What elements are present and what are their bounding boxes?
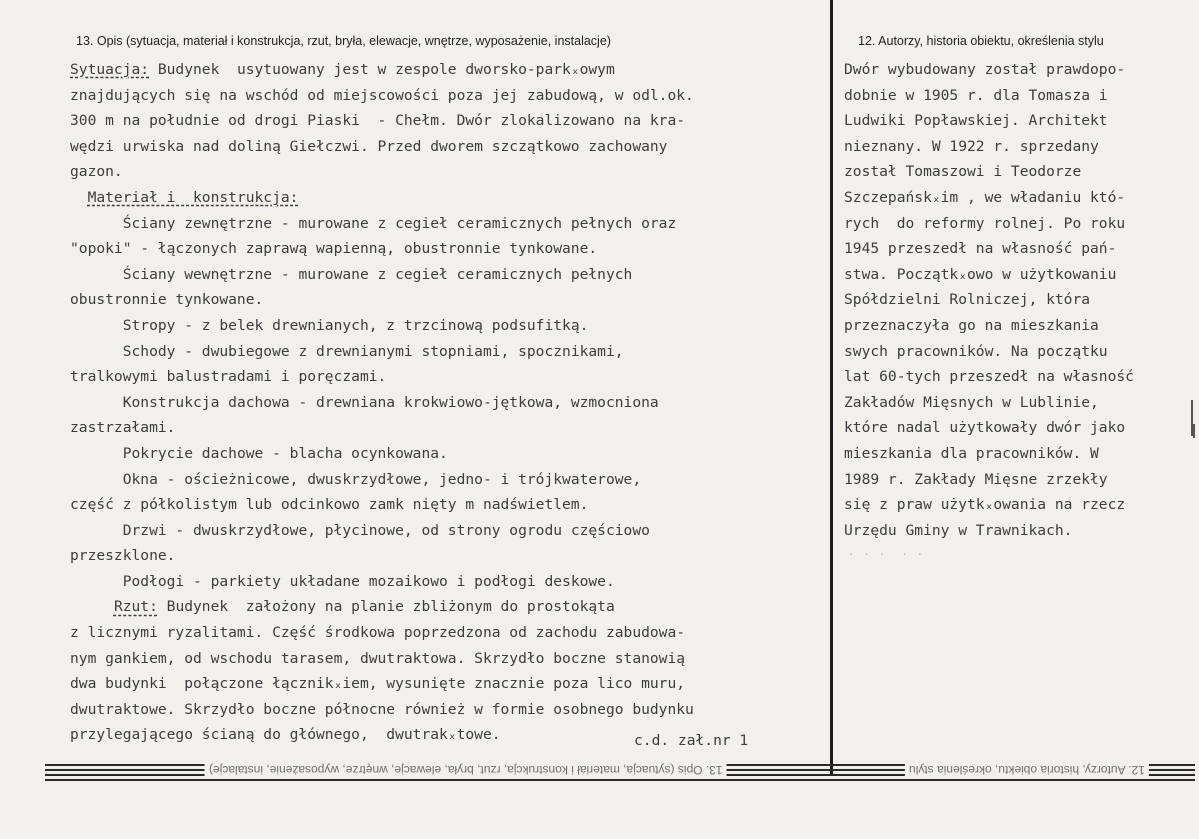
history-line: Zakładów Mięsnych w Lublinie,	[844, 393, 1099, 411]
history-line: dobnie w 1905 r. dla Tomasza i	[844, 86, 1108, 104]
text-line	[70, 262, 820, 288]
line-text: dwa budynki połączone łącznikₓiem, wysunięte znacznie poza lico muru,	[70, 675, 686, 693]
history-line: przeznaczyła go na mieszkania	[844, 316, 1099, 334]
line-text: Konstrukcja dachowa - drewniana krokwiowo-jętkowa, wzmocniona	[122, 393, 659, 411]
line-text: Budynek usytuowany jest w zespole dworsko-parkₓowym	[149, 61, 615, 78]
continued-note: c.d. zał.nr 1	[634, 732, 749, 749]
history-line: Urzędu Gminy w Trawnikach.	[844, 521, 1073, 539]
line-text: Drzwi - dwuskrzydłowe, płycinowe, od strony ogrodu częściowo	[122, 521, 650, 539]
history-line: nieznany. W 1922 r. sprzedany	[844, 137, 1099, 155]
text-line	[70, 211, 820, 237]
section-label: Materiał i konstrukcja:	[87, 188, 299, 206]
edge-mark	[1193, 424, 1195, 438]
text-line	[70, 134, 820, 160]
line-text: Pokrycie dachowe - blacha ocynkowana.	[122, 444, 448, 462]
history-line: rych do reformy rolnej. Po roku	[844, 214, 1126, 232]
line-text: znajdujących się na wschód od miejscowości poza jej zabudową, w odl.ok.	[70, 86, 694, 104]
description-column	[70, 57, 820, 748]
text-line	[70, 313, 820, 339]
text-line	[70, 594, 820, 620]
section-label: Rzut:	[113, 598, 158, 616]
line-text: gazon.	[70, 163, 123, 181]
history-line: 1945 przeszedł na własność pań-	[844, 240, 1117, 258]
text-line	[70, 543, 820, 569]
line-text: Podłogi - parkiety układane mozaikowo i podłogi deskowe.	[122, 572, 615, 590]
history-column	[844, 57, 1189, 543]
text-line	[70, 415, 820, 441]
history-line: swych pracowników. Na początku	[844, 342, 1108, 360]
line-text: "opoki" - łączonych zaprawą wapienną, obustronnie tynkowane.	[70, 240, 598, 258]
text-line	[70, 390, 820, 416]
history-line: mieszkania dla pracowników. W	[844, 444, 1099, 462]
text-line	[70, 646, 820, 672]
text-line	[70, 185, 820, 211]
text-line	[70, 364, 820, 390]
line-text: Budynek założony na planie zbliżonym do prostokąta	[157, 598, 615, 616]
line-text: przylegającego ścianą do głównego, dwutrakₓtowe.	[70, 726, 501, 744]
line-text: Stropy - z belek drewnianych, z trzcinową podsufitką.	[122, 316, 589, 334]
history-line: które nadal użytkowały dwór jako	[844, 419, 1126, 437]
history-line: lat 60-tych przeszedł na własność	[844, 368, 1134, 386]
history-line: stwa. Początkₓowo w użytkowaniu	[844, 265, 1117, 283]
mirrored-header-12: 12. Autorzy, historia obiektu, określenia stylu	[905, 763, 1149, 777]
line-text: przeszklone.	[70, 547, 176, 565]
line-text: Ściany zewnętrzne - murowane z cegieł ceramicznych pełnych oraz	[122, 214, 677, 232]
history-line: został Tomaszowi i Teodorze	[844, 163, 1082, 181]
history-line: 1989 r. Zakłady Mięsne zrzekły	[844, 470, 1108, 488]
line-text: Schody - dwubiegowe z drewnianymi stopniami, spocznikami,	[122, 342, 624, 360]
text-line	[70, 671, 820, 697]
line-text: Okna - ościeżnicowe, dwuskrzydłowe, jedno- i trójkwaterowe,	[122, 470, 642, 488]
text-line	[70, 492, 820, 518]
line-text: część z półkolistym lub odcinkowo zamk nięty m nadświetlem.	[70, 496, 589, 514]
text-line	[70, 620, 820, 646]
line-text: nym gankiem, od wschodu tarasem, dwutraktowa. Skrzydło boczne stanowią	[70, 649, 686, 667]
text-line	[70, 236, 820, 262]
line-text: tralkowymi balustradami i poręczami.	[70, 368, 387, 386]
line-text: dwutraktowe. Skrzydło boczne północne również w formie osobnego budynku	[70, 700, 694, 718]
text-line	[70, 57, 820, 83]
text-line	[70, 518, 820, 544]
line-text: wędzi urwiska nad doliną Giełczwi. Przed dworem szczątkowo zachowany	[70, 137, 668, 155]
section-13-header: 13. Opis (sytuacja, materiał i konstrukcja, rzut, bryła, elewacje, wnętrze, wyposażenie, instalacje)	[76, 34, 611, 48]
text-line	[70, 83, 820, 109]
line-text: zastrzałami.	[70, 419, 176, 437]
line-text: 300 m na południe od drogi Piaski - Chełm. Dwór zlokalizowano na kra-	[70, 112, 686, 130]
line-text: obustronnie tynkowane.	[70, 291, 264, 309]
history-line: Szczepańskₓim , we władaniu któ-	[844, 188, 1126, 206]
band-line	[45, 779, 1195, 781]
line-text: Ściany wewnętrzne - murowane z cegieł ceramicznych pełnych	[122, 265, 633, 283]
line-text: z licznymi ryzalitami. Część środkowa poprzedzona od zachodu zabudowa-	[70, 624, 686, 642]
history-line: Ludwiki Popławskiej. Architekt	[844, 112, 1108, 130]
text-line	[70, 441, 820, 467]
text-line	[70, 108, 820, 134]
history-line: się z praw użytkₓowania na rzecz	[844, 496, 1126, 514]
text-line	[70, 569, 820, 595]
text-line	[70, 697, 820, 723]
text-line	[70, 467, 820, 493]
section-12-header: 12. Autorzy, historia obiektu, określenia stylu	[858, 34, 1104, 48]
text-line	[70, 339, 820, 365]
mirrored-header-13: 13. Opis (sytuacja, materiał i konstrukcja, rzut, bryła, elewacje, wnętrze, wyposażenie, instalacje)	[205, 763, 727, 777]
text-line	[70, 159, 820, 185]
text-line	[70, 287, 820, 313]
section-label: Sytuacja:	[70, 61, 150, 78]
history-line: Spółdzielni Rolniczej, która	[844, 291, 1091, 309]
faded-stamp: · · · · ·	[848, 548, 925, 561]
form-bottom-band	[45, 760, 1195, 784]
history-line: Dwór wybudowany został prawdopo-	[844, 61, 1126, 78]
column-divider	[830, 0, 833, 776]
